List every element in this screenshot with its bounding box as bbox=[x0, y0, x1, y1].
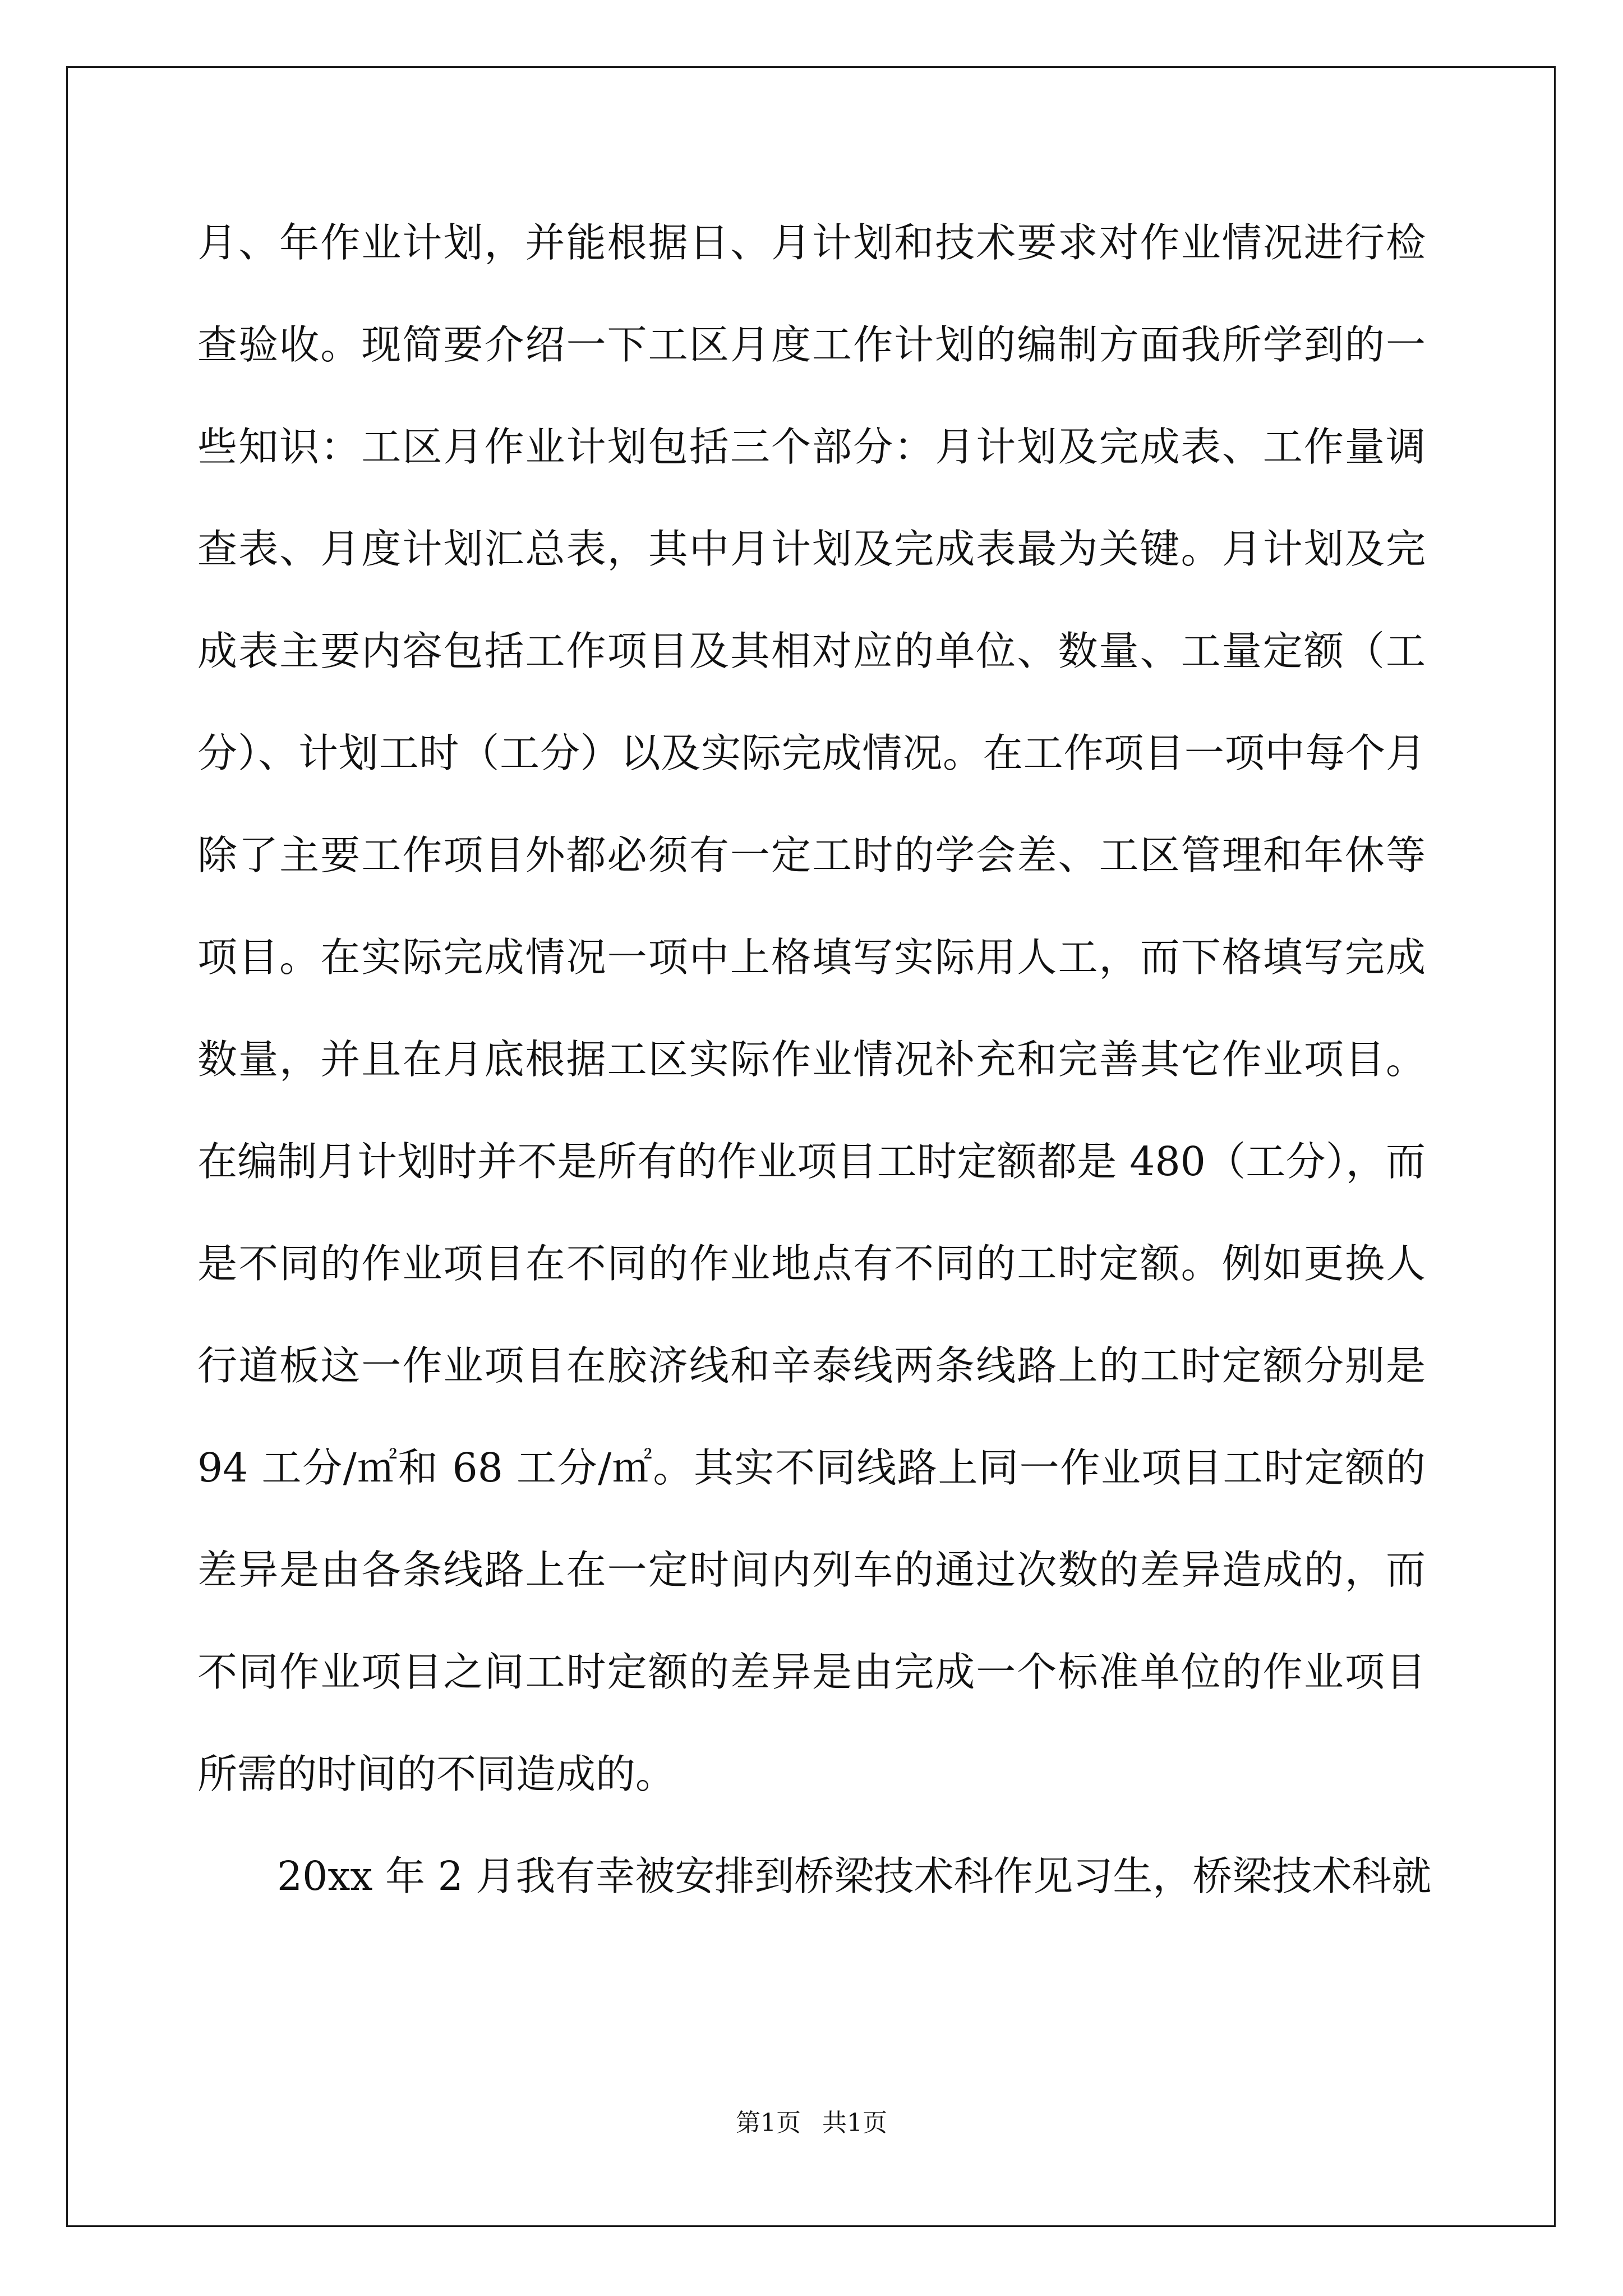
paragraph-line: 数量，并且在月底根据工区实际作业情况补充和完善其它作业项目。 bbox=[197, 1036, 1426, 1083]
paragraph-line: 在编制月计划时并不是所有的作业项目工时定额都是 480（工分），而 bbox=[197, 1138, 1426, 1185]
paragraph-line: 差异是由各条线路上在一定时间内列车的通过次数的差异造成的，而 bbox=[197, 1547, 1426, 1593]
paragraph-line: 月、年作业计划，并能根据日、月计划和技术要求对作业情况进行检 bbox=[197, 219, 1426, 266]
page-number-total: 共1页 bbox=[822, 2109, 887, 2137]
paragraph-line: 行道板这一作业项目在胶济线和辛泰线两条线路上的工时定额分别是 bbox=[197, 1342, 1426, 1389]
paragraph-line: 94 工分/㎡和 68 工分/㎡。其实不同线路上同一作业项目工时定额的 bbox=[197, 1444, 1426, 1491]
paragraph-line: 除了主要工作项目外都必须有一定工时的学会差、工区管理和年休等 bbox=[197, 832, 1426, 878]
page-footer bbox=[0, 2106, 1623, 2140]
paragraph-line: 是不同的作业项目在不同的作业地点有不同的工时定额。例如更换人 bbox=[197, 1240, 1426, 1287]
paragraph-line: 查表、月度计划汇总表，其中月计划及完成表最为关键。月计划及完 bbox=[197, 526, 1426, 572]
paragraph-line: 查验收。现简要介绍一下工区月度工作计划的编制方面我所学到的一 bbox=[197, 321, 1426, 368]
paragraph-line: 分）、计划工时（工分）以及实际完成情况。在工作项目一项中每个月 bbox=[197, 730, 1426, 776]
paragraph-line-indented: 20xx 年 2 月我有幸被安排到桥梁技术科作见习生，桥梁技术科就 bbox=[277, 1853, 1432, 1899]
paragraph-line: 些知识：工区月作业计划包括三个部分：月计划及完成表、工作量调 bbox=[197, 424, 1426, 470]
page-number-current: 第1页 bbox=[736, 2109, 801, 2137]
paragraph-line: 成表主要内容包括工作项目及其相对应的单位、数量、工量定额（工 bbox=[197, 628, 1426, 674]
paragraph-line-last: 所需的时间的不同造成的。 bbox=[197, 1751, 676, 1797]
paragraph-line: 不同作业项目之间工时定额的差异是由完成一个标准单位的作业项目 bbox=[197, 1649, 1426, 1695]
paragraph-line: 项目。在实际完成情况一项中上格填写实际用人工，而下格填写完成 bbox=[197, 934, 1426, 981]
